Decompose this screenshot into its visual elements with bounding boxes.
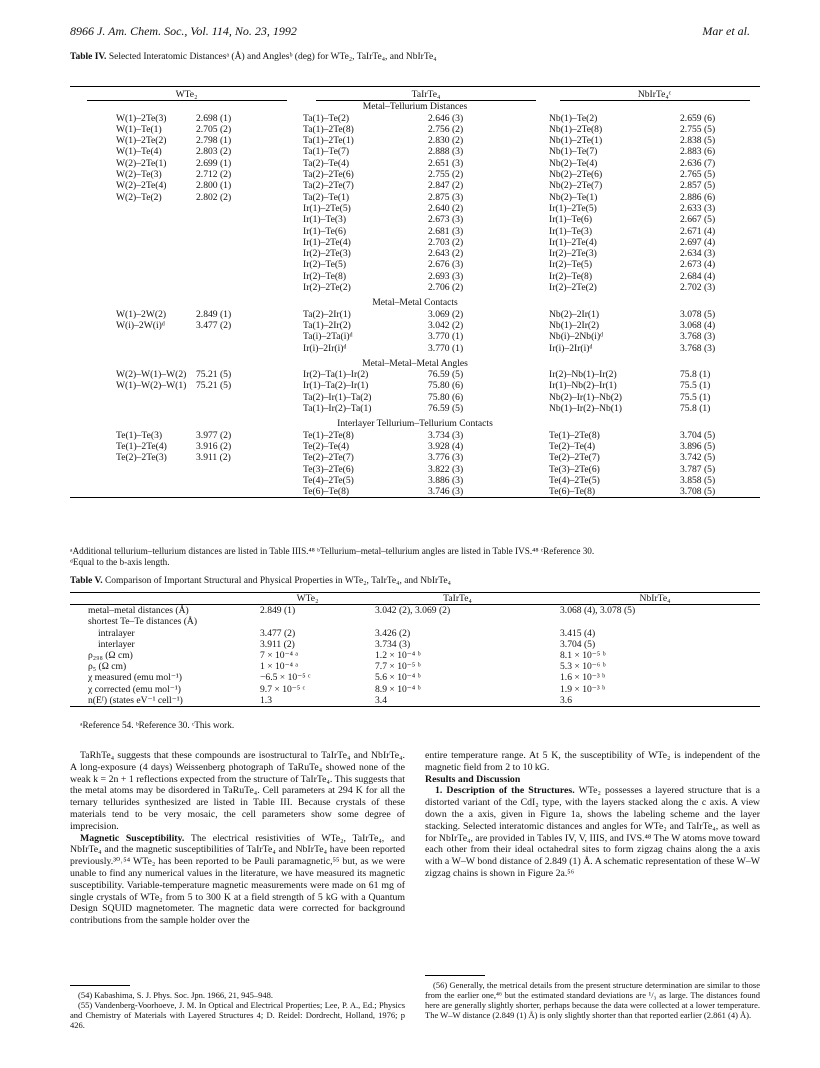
value-cell: 3.477 (2) <box>260 627 296 639</box>
value-cell: 3.426 (2) <box>375 627 411 639</box>
value-cell: 3.069 (2) <box>428 308 464 320</box>
value-cell <box>196 259 303 270</box>
atom-pair-cell: W(2)–W(1)–W(2) <box>116 369 187 381</box>
atom-pair-cell: Ta(2)–Ir(1)–Ta(2) <box>303 391 372 403</box>
value-cell <box>196 392 303 403</box>
value-cell: 1.6 × 10⁻³ ᵇ <box>560 672 606 684</box>
value-cell: 3.477 (2) <box>196 319 232 331</box>
footnote-54: (54) Kabashima, S. J. Phys. Soc. Jpn. 1966, 21, 945–948. <box>78 990 274 1000</box>
value-cell: 2.681 (3) <box>428 225 464 237</box>
table-row <box>70 695 760 707</box>
value-cell: 2.886 (6) <box>680 191 716 203</box>
table-row <box>70 320 760 331</box>
value-cell <box>196 248 303 259</box>
atom-pair-cell: Nb(2)–2Ir(1) <box>549 308 600 320</box>
value-cell: 2.702 (3) <box>680 282 716 294</box>
value-cell: 2.646 (3) <box>428 112 464 124</box>
value-cell: −6.5 × 10⁻⁵ ᶜ <box>260 672 311 684</box>
left-column <box>70 750 405 927</box>
value-cell: 75.8 (1) <box>680 403 711 415</box>
value-cell: 2.634 (3) <box>680 248 716 260</box>
table4 <box>70 86 760 498</box>
table5-caption <box>70 576 760 586</box>
property-cell: shortest Te–Te distances (Å) <box>88 616 198 628</box>
atom-pair-cell: Ta(1)–2Te(8) <box>303 123 354 135</box>
table-row <box>70 430 760 441</box>
value-cell: 1.3 <box>250 695 365 707</box>
atom-pair-cell: W(2)–Te(3) <box>116 169 162 181</box>
table-row <box>70 392 760 403</box>
table4-title: Selected Interatomic Distancesᵃ (Å) and Anglesᵇ (deg) for WTe₂, TaIrTe₄, and NbIrTe₄ <box>108 52 437 62</box>
value-cell: 9.7 × 10⁻⁵ ᶜ <box>260 683 306 695</box>
value-cell: 3.768 (3) <box>680 331 716 343</box>
value-cell: 2.651 (3) <box>428 157 464 169</box>
value-cell: 2.756 (2) <box>428 123 464 135</box>
value-cell: 2.803 (2) <box>196 146 232 158</box>
property-cell: ρ₅ (Ω cm) <box>88 661 127 673</box>
atom-pair-cell: Ir(2)–2Te(2) <box>549 282 597 294</box>
atom-pair-cell: Ir(1)–Te(6) <box>549 214 593 226</box>
right-paragraph-2: 1. Description of the Structures. WTe₂ possesses a layered structure that is a distorted variant of the CdI₂ type, with the layers stacked along the c axis. A view down the a axis, given in Figure 1a, shows the labeling scheme and the layer stacking. Selected interatomic distances and angles for WTe₂ and TaIrTe₄, as well as for NbIrTe₄, are provided in Tables IV, V, IIIS, and IVS.⁴⁸ The W atoms move toward each other from their ideal octahedral sites to form zigzag chains along the a axis with a W–W bond distance of 2.849 (1) Å. A schematic representation of these W–W zigzag chains is shown in Figure 2a.⁵⁶ <box>425 785 760 879</box>
magnetic-susceptibility-heading: Magnetic Susceptibility. <box>80 832 185 844</box>
value-cell <box>365 616 550 627</box>
atom-pair-cell: Te(3)–2Te(6) <box>303 463 354 475</box>
table4-section-title: Metal–Tellurium Distances <box>362 101 468 113</box>
table-row <box>70 452 760 463</box>
atom-pair-cell: W(1)–2W(2) <box>116 308 167 320</box>
atom-pair-cell: Te(2)–2Te(3) <box>116 452 167 464</box>
value-cell <box>196 282 303 293</box>
atom-pair-cell: W(1)–Te(4) <box>116 146 162 158</box>
value-cell: 75.5 (1) <box>680 380 711 392</box>
table-row <box>70 486 760 498</box>
value-cell: 3.916 (2) <box>196 440 232 452</box>
footnote-rule-right <box>425 975 485 976</box>
atom-pair-cell: Ir(2)–2Te(3) <box>549 248 597 260</box>
value-cell: 8.1 × 10⁻⁵ ᵇ <box>560 650 606 662</box>
value-cell: 3.734 (3) <box>375 638 411 650</box>
atom-pair-cell <box>70 237 196 248</box>
table-row <box>70 441 760 452</box>
table-row <box>70 684 760 695</box>
value-cell: 2.802 (2) <box>196 191 232 203</box>
atom-pair-cell: Te(1)–Te(3) <box>116 429 163 441</box>
value-cell: 2.883 (6) <box>680 146 716 158</box>
property-cell: interlayer <box>98 638 135 650</box>
table-row <box>70 343 760 354</box>
table-row <box>70 309 760 320</box>
atom-pair-cell: Ir(2)–2Te(2) <box>303 282 351 294</box>
value-cell: 2.676 (3) <box>428 259 464 271</box>
atom-pair-cell: Ta(1)–Te(7) <box>303 146 350 158</box>
atom-pair-cell: Ir(1)–Te(6) <box>303 225 347 237</box>
value-cell: 2.673 (3) <box>428 214 464 226</box>
atom-pair-cell: Te(1)–2Te(8) <box>549 429 600 441</box>
value-cell: 3.742 (5) <box>680 452 716 464</box>
atom-pair-cell: W(1)–2Te(2) <box>116 135 167 147</box>
atom-pair-cell: Nb(1)–2Te(8) <box>549 123 603 135</box>
atom-pair-cell: Ir(2)–Nb(1)–Ir(2) <box>549 369 617 381</box>
atom-pair-cell <box>70 464 196 475</box>
table-row <box>70 605 760 617</box>
value-cell: 3.787 (5) <box>680 463 716 475</box>
value-cell: 5.6 × 10⁻⁴ ᵇ <box>375 672 421 684</box>
atom-pair-cell: Nb(2)–Ir(1)–Nb(2) <box>549 391 622 403</box>
atom-pair-cell: Nb(1)–Te(7) <box>549 146 598 158</box>
value-cell: 2.765 (5) <box>680 169 716 181</box>
table-row <box>70 113 760 124</box>
atom-pair-cell: Ir(1)–2Te(4) <box>303 236 351 248</box>
col-header-nbirte4: NbIrTe₄ᶜ <box>549 87 760 102</box>
atom-pair-cell: Nb(2)–Te(1) <box>549 191 598 203</box>
table-row <box>70 380 760 391</box>
atom-pair-cell: W(2)–2Te(4) <box>116 180 167 192</box>
atom-pair-cell: Ta(2)–Te(1) <box>303 191 350 203</box>
value-cell: 2.684 (4) <box>680 270 716 282</box>
atom-pair-cell: Nb(i)–2Nb(i)ᵈ <box>549 331 604 343</box>
value-cell: 2.673 (4) <box>680 259 716 271</box>
atom-pair-cell: Te(6)–Te(8) <box>549 486 680 498</box>
table-row <box>70 369 760 380</box>
value-cell <box>196 475 303 486</box>
atom-pair-cell <box>70 248 196 259</box>
atom-pair-cell: Ir(1)–2Te(5) <box>303 202 351 214</box>
value-cell: 3.770 (1) <box>428 342 464 354</box>
value-cell <box>196 237 303 248</box>
col-header-tairte4: TaIrTe₄ <box>303 87 549 102</box>
atom-pair-cell: Nb(2)–2Te(6) <box>549 169 603 181</box>
value-cell: 2.849 (1) <box>196 308 232 320</box>
value-cell: 76.59 (5) <box>428 403 464 415</box>
table-row <box>70 146 760 157</box>
table-row <box>70 650 760 661</box>
value-cell: 2.705 (2) <box>196 123 232 135</box>
atom-pair-cell: Ta(2)–Te(4) <box>303 157 350 169</box>
atom-pair-cell: Ir(1)–Nb(2)–Ir(1) <box>549 380 617 392</box>
atom-pair-cell: Ir(1)–Te(3) <box>303 214 347 226</box>
value-cell: 75.8 (1) <box>680 369 711 381</box>
atom-pair-cell: Ir(2)–2Te(3) <box>303 248 351 260</box>
right-footnotes <box>425 980 760 1020</box>
value-cell <box>196 203 303 214</box>
atom-pair-cell: Ir(i)–2Ir(i)ᵈ <box>549 342 593 354</box>
value-cell: 3.068 (4) <box>680 319 716 331</box>
value-cell: 3.042 (2) <box>428 319 464 331</box>
value-cell: 2.798 (1) <box>196 135 232 147</box>
value-cell: 2.667 (5) <box>680 214 716 226</box>
value-cell: 75.5 (1) <box>680 391 711 403</box>
atom-pair-cell: Ta(1)–2Ir(2) <box>303 319 351 331</box>
table-row <box>70 475 760 486</box>
atom-pair-cell: Te(2)–Te(4) <box>303 440 350 452</box>
table5-title: Comparison of Important Structural and Physical Properties in WTe₂, TaIrTe₄, and NbIrTe₄ <box>104 576 451 586</box>
value-cell: 3.896 (5) <box>680 440 716 452</box>
value-cell: 3.078 (5) <box>680 308 716 320</box>
table4-footnote-2: ᵈEqual to the b-axis length. <box>70 557 170 567</box>
value-cell: 2.830 (2) <box>428 135 464 147</box>
atom-pair-cell: Nb(1)–Te(2) <box>549 112 598 124</box>
left-footnotes <box>70 990 405 1030</box>
atom-pair-cell: Te(2)–2Te(7) <box>549 452 600 464</box>
table-row <box>70 672 760 683</box>
value-cell <box>196 486 303 498</box>
atom-pair-cell: Ir(2)–Te(8) <box>549 270 593 282</box>
table4-caption <box>70 52 760 62</box>
value-cell: 7.7 × 10⁻⁵ ᵇ <box>375 661 421 673</box>
atom-pair-cell: Ta(2)–2Ir(1) <box>303 308 351 320</box>
value-cell: 2.633 (3) <box>680 202 716 214</box>
table4-footnotes <box>70 546 760 568</box>
property-cell: χ measured (emu mol⁻¹) <box>88 672 182 684</box>
value-cell: 75.80 (6) <box>428 380 464 392</box>
atom-pair-cell: Nb(1)–2Ir(2) <box>549 319 600 331</box>
value-cell: 2.875 (3) <box>428 191 464 203</box>
value-cell: 3.768 (3) <box>680 342 716 354</box>
value-cell: 3.068 (4), 3.078 (5) <box>560 605 636 617</box>
value-cell <box>196 226 303 237</box>
value-cell: 3.776 (3) <box>428 452 464 464</box>
value-cell <box>550 616 760 627</box>
value-cell: 3.977 (2) <box>196 429 232 441</box>
value-cell: 3.911 (2) <box>260 638 295 650</box>
table-row <box>70 135 760 146</box>
atom-pair-cell: Nb(1)–Ir(2)–Nb(1) <box>549 403 622 415</box>
table5 <box>70 592 760 707</box>
atom-pair-cell: Te(4)–2Te(5) <box>549 474 600 486</box>
table-row <box>70 124 760 135</box>
table-row <box>70 180 760 191</box>
property-cell: intralayer <box>98 627 135 639</box>
value-cell <box>196 403 303 414</box>
atom-pair-cell: Ir(1)–Ta(2)–Ir(1) <box>303 380 369 392</box>
results-discussion-heading: Results and Discussion <box>425 773 521 785</box>
value-cell: 3.746 (3) <box>428 486 549 498</box>
atom-pair-cell: W(2)–Te(2) <box>116 191 162 203</box>
footnote-rule-left <box>70 985 130 986</box>
atom-pair-cell: Nb(1)–2Te(1) <box>549 135 603 147</box>
atom-pair-cell <box>70 343 196 354</box>
atom-pair-cell: Te(2)–2Te(7) <box>303 452 354 464</box>
atom-pair-cell: Te(1)–2Te(4) <box>116 440 167 452</box>
value-cell: 76.59 (5) <box>428 369 464 381</box>
table-row <box>70 158 760 169</box>
value-cell: 75.21 (5) <box>196 380 232 392</box>
atom-pair-cell: Ta(1)–Te(2) <box>303 112 350 124</box>
value-cell: 3.704 (5) <box>680 429 716 441</box>
table5-footnote: ᵃReference 54. ᵇReference 30. ᶜThis work. <box>80 720 235 730</box>
value-cell: 7 × 10⁻⁴ ᵃ <box>260 650 299 662</box>
value-cell: 2.706 (2) <box>428 282 464 294</box>
col-header-wte2: WTe₂ <box>70 87 303 102</box>
value-cell: 2.640 (2) <box>428 202 464 214</box>
atom-pair-cell: Nb(2)–Te(4) <box>549 157 598 169</box>
atom-pair-cell: Te(2)–Te(4) <box>549 440 596 452</box>
value-cell: 2.659 (6) <box>680 112 716 124</box>
table-row <box>70 282 760 293</box>
right-paragraph-1: entire temperature range. At 5 K, the susceptibility of WTe₂ is independent of the magnetic field from 2 to 10 kG. <box>425 750 760 773</box>
running-head: 8966 J. Am. Chem. Soc., Vol. 114, No. 23, 1992 <box>70 24 297 38</box>
property-cell: χ corrected (emu mol⁻¹) <box>88 683 181 695</box>
property-cell: ρ₂₉₈ (Ω cm) <box>88 650 133 662</box>
atom-pair-cell <box>70 214 196 225</box>
property-cell: metal–metal distances (Å) <box>88 605 189 617</box>
value-cell: 2.755 (5) <box>680 123 716 135</box>
t5-header-tairte4: TaIrTe₄ <box>365 593 550 605</box>
atom-pair-cell: Te(6)–Te(8) <box>303 486 428 498</box>
atom-pair-cell: Nb(2)–2Te(7) <box>549 180 603 192</box>
table-row <box>70 661 760 672</box>
value-cell <box>196 331 303 342</box>
value-cell: 2.800 (1) <box>196 180 232 192</box>
value-cell: 3.042 (2), 3.069 (2) <box>375 605 451 617</box>
value-cell: 2.857 (5) <box>680 180 716 192</box>
table-row <box>70 259 760 270</box>
table5-label: Table V. <box>70 576 103 586</box>
value-cell <box>196 464 303 475</box>
value-cell: 3.886 (3) <box>428 474 464 486</box>
atom-pair-cell: Ta(1)–Ir(2)–Ta(1) <box>303 403 372 415</box>
value-cell <box>196 214 303 225</box>
value-cell: 1.9 × 10⁻³ ᵇ <box>560 683 606 695</box>
value-cell: 3.911 (2) <box>196 452 231 464</box>
table-row <box>70 628 760 639</box>
table-row <box>70 226 760 237</box>
table4-section-title: Metal–Metal Contacts <box>372 297 458 309</box>
value-cell: 2.693 (3) <box>428 270 464 282</box>
value-cell: 2.838 (5) <box>680 135 716 147</box>
value-cell: 2.849 (1) <box>260 605 296 617</box>
atom-pair-cell: Ir(i)–2Ir(i)ᵈ <box>303 342 347 354</box>
table-row <box>70 271 760 282</box>
atom-pair-cell: Ir(1)–2Te(5) <box>549 202 597 214</box>
table-row <box>70 169 760 180</box>
atom-pair-cell: W(2)–2Te(1) <box>116 157 167 169</box>
value-cell <box>196 343 303 354</box>
atom-pair-cell: Ir(1)–Te(3) <box>549 225 593 237</box>
value-cell: 3.858 (5) <box>680 474 716 486</box>
table-row <box>70 214 760 225</box>
atom-pair-cell: Ta(2)–2Te(6) <box>303 169 354 181</box>
value-cell: 3.822 (3) <box>428 463 464 475</box>
value-cell: 2.755 (2) <box>428 169 464 181</box>
left-paragraph-1: TaRhTe₄ suggests that these compounds are isostructural to TaIrTe₄ and NbIrTe₄. A long-exposure (4 days) Weissenberg photograph of TaRuTe₄ showed none of the weak k = 2n + 1 reflections expected from the structure of TaIrTe₄. This suggests that the metal atoms may be disordered in TaRuTe₄. Cell parameters at 294 K for all the ternary tellurides synthesized are listed in Table III. Because crystals of these materials tend to be very mosaic, the cell parameters show some degree of imprecision. <box>70 750 405 832</box>
table-row <box>70 237 760 248</box>
atom-pair-cell <box>70 331 196 342</box>
table-row <box>70 331 760 342</box>
atom-pair-cell <box>70 475 196 486</box>
atom-pair-cell: Te(1)–2Te(8) <box>303 429 354 441</box>
value-cell <box>196 271 303 282</box>
atom-pair-cell: Ir(2)–Ta(1)–Ir(2) <box>303 369 369 381</box>
value-cell: 3.770 (1) <box>428 331 464 343</box>
value-cell: 3.415 (4) <box>560 627 596 639</box>
atom-pair-cell <box>70 282 196 293</box>
right-column <box>425 750 760 880</box>
atom-pair-cell <box>70 259 196 270</box>
atom-pair-cell <box>70 271 196 282</box>
atom-pair-cell <box>70 403 196 414</box>
table4-footnote-1: ᵃAdditional tellurium–tellurium distances are listed in Table IIIS.⁴⁸ ᵇTellurium–metal–tellurium angles are listed in Table IVS.⁴⁸ ᶜReference 30. <box>70 546 595 556</box>
table-row <box>70 248 760 259</box>
footnote-56: (56) Generally, the metrical details from the present structure determination are similar to those from the earlier one,⁴⁶ but the estimated standard deviations are ¹/₃ as large. The distances found here are generally slightly shorter, perhaps because the data were collected at a lower temperature. The W–W distance (2.849 (1) Å) is only slightly shorter than that reported earlier (2.861 (4) Å). <box>425 980 760 1020</box>
left-paragraph-2: Magnetic Susceptibility. The electrical resistivities of WTe₂, TaIrTe₄, and NbIrTe₄ and the magnetic susceptibilities of TaIrTe₄ and NbIrTe₄ have been reported previously.³⁰˒⁵⁴ WTe₂ has been reported to be Pauli paramagnetic,⁵⁵ but, as we were unable to find any numerical values in the literature, we have measured its magnetic susceptibility. Variable-temperature magnetic measurements were made on 61 mg of single crystals of WTe₂ from 5 to 300 K at a field strength of 5 kG with a Quantum Design SQUID magnetometer. The magnetic data were corrected for background contributions from the sample holder over the <box>70 832 405 927</box>
atom-pair-cell: Ir(2)–Te(5) <box>549 259 593 271</box>
value-cell: 2.698 (1) <box>196 112 232 124</box>
table-row <box>70 403 760 414</box>
value-cell: 2.712 (2) <box>196 169 232 181</box>
atom-pair-cell: W(i)–2W(i)ᵈ <box>116 319 165 331</box>
value-cell: 2.847 (2) <box>428 180 464 192</box>
value-cell: 3.704 (5) <box>560 638 596 650</box>
t5-header-wte2: WTe₂ <box>250 593 365 605</box>
author-head: Mar et al. <box>702 24 750 38</box>
value-cell: 8.9 × 10⁻⁴ ᵇ <box>375 683 421 695</box>
atom-pair-cell: Ir(2)–Te(8) <box>303 270 347 282</box>
atom-pair-cell <box>70 226 196 237</box>
value-cell: 2.888 (3) <box>428 146 464 158</box>
footnote-55: (55) Vandenberg-Voorhoeve, J. M. In Optical and Electrical Properties; Lee, P. A., Ed.; Physics and Chemistry of Materials with Layered Structures 4; D. Reidel: Dordrecht, Holland, 1976; p 426. <box>70 1000 405 1030</box>
table4-section-title: Interlayer Tellurium–Tellurium Contacts <box>337 418 493 430</box>
value-cell: 1 × 10⁻⁴ ᵃ <box>260 661 299 673</box>
atom-pair-cell: W(1)–Te(1) <box>116 123 162 135</box>
atom-pair-cell: W(1)–W(2)–W(1) <box>116 380 187 392</box>
table4-section-title: Metal–Metal–Metal Angles <box>362 357 468 369</box>
table-row <box>70 192 760 203</box>
atom-pair-cell: Ir(1)–2Te(4) <box>549 236 597 248</box>
value-cell: 5.3 × 10⁻⁶ ᵇ <box>560 661 606 673</box>
atom-pair-cell: Ir(2)–Te(5) <box>303 259 347 271</box>
value-cell: 75.21 (5) <box>196 369 232 381</box>
value-cell: 3.708 (5) <box>680 486 760 498</box>
table-row <box>70 464 760 475</box>
table-row <box>70 639 760 650</box>
atom-pair-cell: Ta(1)–2Te(1) <box>303 135 354 147</box>
value-cell: 1.2 × 10⁻⁴ ᵇ <box>375 650 421 662</box>
value-cell: 75.80 (6) <box>428 391 464 403</box>
value-cell <box>250 616 365 627</box>
structures-heading: 1. Description of the Structures. <box>435 785 575 797</box>
value-cell: 2.697 (4) <box>680 236 716 248</box>
value-cell: 2.699 (1) <box>196 157 232 169</box>
t5-header-nbirte4: NbIrTe₄ <box>550 593 760 605</box>
value-cell: 3.6 <box>550 695 760 707</box>
atom-pair-cell <box>70 486 196 498</box>
property-cell: n(Eᶠ) (states eV⁻¹ cell⁻¹) <box>70 695 250 707</box>
value-cell: 3.734 (3) <box>428 429 464 441</box>
atom-pair-cell: W(1)–2Te(3) <box>116 112 167 124</box>
atom-pair-cell: Te(3)–2Te(6) <box>549 463 600 475</box>
atom-pair-cell: Te(4)–2Te(5) <box>303 474 354 486</box>
table-row <box>70 203 760 214</box>
table4-label: Table IV. <box>70 52 107 62</box>
value-cell: 3.4 <box>365 695 550 707</box>
atom-pair-cell: Ta(2)–2Te(7) <box>303 180 354 192</box>
value-cell: 2.671 (4) <box>680 225 716 237</box>
atom-pair-cell: Ta(i)–2Ta(i)ᵈ <box>303 331 353 343</box>
value-cell: 2.703 (2) <box>428 236 464 248</box>
value-cell: 2.636 (7) <box>680 157 716 169</box>
value-cell: 3.928 (4) <box>428 440 464 452</box>
atom-pair-cell <box>70 203 196 214</box>
table-row <box>70 616 760 627</box>
atom-pair-cell <box>70 392 196 403</box>
value-cell: 2.643 (2) <box>428 248 464 260</box>
